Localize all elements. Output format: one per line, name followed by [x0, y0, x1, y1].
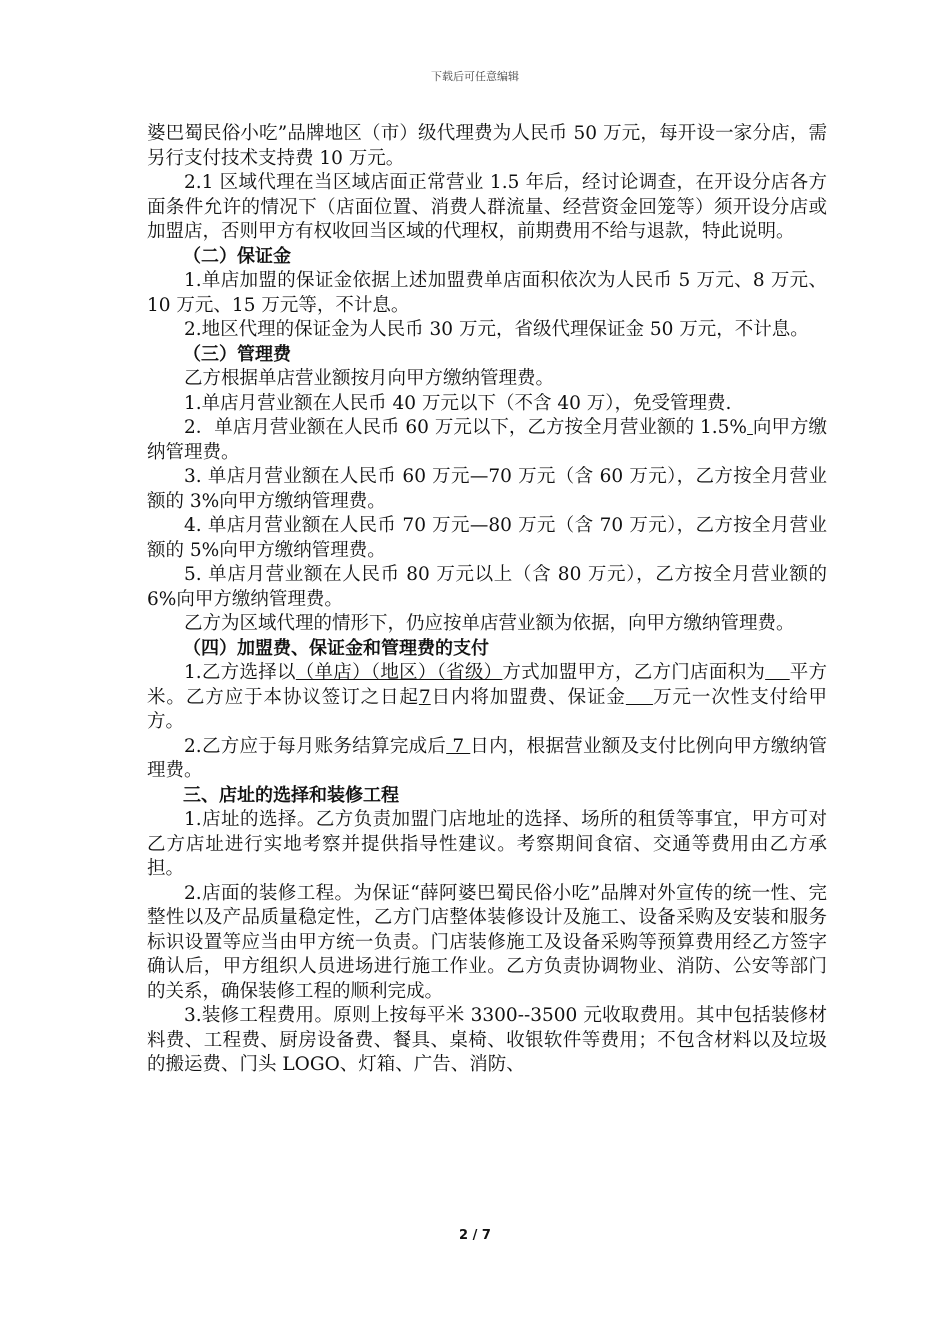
text-run: 1.乙方选择以 — [184, 662, 296, 683]
page-number: 2 / 7 — [459, 1228, 491, 1243]
paragraph: 2.地区代理的保证金为人民币 30 万元，省级代理保证金 50 万元，不计息。 — [184, 319, 809, 340]
page-header: 下载后可任意编辑 — [431, 70, 519, 83]
text-run: 日内，根据营业额及支付比例向甲方缴纳管理费。 — [147, 735, 827, 781]
section-heading: （四）加盟费、保证金和管理费的支付 — [183, 637, 489, 659]
paragraph: 4. 单店月营业额在人民币 70 万元—80 万元（含 70 万元），乙方按全月营业额的 5%向甲方缴纳管理费。 — [147, 515, 827, 561]
paragraph: 婆巴蜀民俗小吃”品牌地区（市）级代理费为人民币 50 万元，每开设一家分店，需另行支付技术支持费 10 万元。 — [147, 123, 827, 169]
document-body — [147, 122, 827, 1078]
text-run: 万元一次性支付给甲方。 — [147, 686, 827, 732]
paragraph — [147, 416, 827, 465]
filled-field: 7 — [446, 735, 471, 757]
filled-field: （单店）（地区）（省级） — [295, 662, 503, 683]
paragraph — [147, 661, 827, 735]
paragraph: 2.店面的装修工程。为保证“薛阿婆巴蜀民俗小吃”品牌对外宣传的统一性、完整性以及产品质量稳定性，乙方门店整体装修设计及施工、设备采购及安装和服务标识设置等应当由甲方统一负责。门店装修施工及设备采购等预算费用经乙方签字确认后，甲方组织人员进场进行施工作业。乙方负责协调物业、消防、公安等部门的关系，确保装修工程的顺利完成。 — [147, 882, 827, 1002]
paragraph: 5. 单店月营业额在人民币 80 万元以上（含 80 万元），乙方按全月营业额的 6%向甲方缴纳管理费。 — [147, 564, 827, 610]
paragraph: 1.店址的选择。乙方负责加盟门店地址的选择、场所的租赁等事宜，甲方可对乙方店址进行实地考察并提供指导性建议。考察期间食宿、交通等费用由乙方承担。 — [147, 809, 827, 879]
filled-field: 7 — [418, 686, 431, 708]
section-heading: （三）管理费 — [183, 343, 291, 365]
blank-field — [626, 687, 653, 708]
text-run: 向甲方缴纳管理费。 — [147, 417, 827, 463]
paragraph: 2.1 区域代理在当区域店面正常营业 1.5 年后，经讨论调查，在开设分店各方面条件允许的情况下（店面位置、消费人群流量、经营资金回笼等）须开设分店或加盟店，否则甲方有权收回当区域的代理权，前期费用不给与退款，特此说明。 — [147, 172, 827, 242]
section-heading: （二）保证金 — [183, 245, 291, 267]
text-run: 2．单店月营业额在人民币 60 万元以下，乙方按全月营业额的 1.5% — [184, 417, 748, 438]
text-run: 2.乙方应于每月账务结算完成后 — [184, 735, 447, 757]
text-run: 平方米。乙方应于本协议签订之日起 — [147, 662, 827, 708]
text-run: 方式加盟甲方，乙方门店面积为 — [502, 662, 766, 683]
paragraph: 1.单店加盟的保证金依据上述加盟费单店面积依次为人民币 5 万元、8 万元、10 万元、15 万元等，不计息。 — [147, 270, 827, 316]
paragraph: 3.装修工程费用。原则上按每平米 3300--3500 元收取费用。其中包括装修材料费、工程费、厨房设备费、餐具、桌椅、收银软件等费用；不包含材料以及垃圾的搬运费、门头 LOGO、灯箱、广告、消防、 — [147, 1005, 827, 1075]
blank-field — [765, 662, 790, 683]
paragraph — [147, 735, 827, 784]
section-heading: 三、店址的选择和装修工程 — [183, 784, 399, 806]
paragraph: 乙方为区域代理的情形下，仍应按单店营业额为依据，向甲方缴纳管理费。 — [184, 613, 795, 634]
paragraph: 1.单店月营业额在人民币 40 万元以下（不含 40 万），免受管理费. — [184, 392, 732, 414]
text-run: 日内将加盟费、保证金 — [430, 686, 626, 708]
paragraph: 乙方根据单店营业额按月向甲方缴纳管理费。 — [184, 368, 555, 389]
paragraph: 3. 单店月营业额在人民币 60 万元—70 万元（含 60 万元），乙方按全月营业额的 3%向甲方缴纳管理费。 — [147, 466, 827, 512]
